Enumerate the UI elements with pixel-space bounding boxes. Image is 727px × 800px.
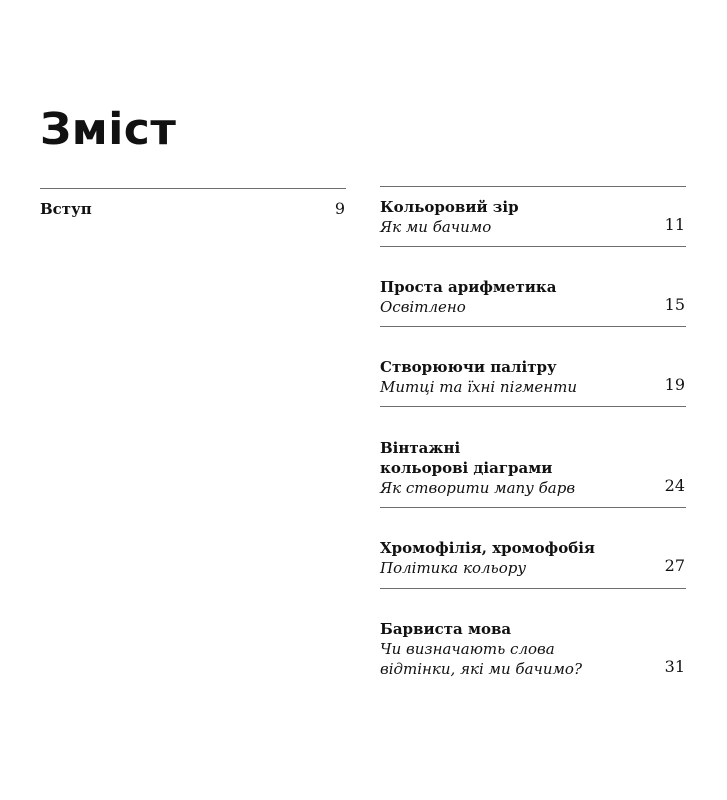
toc-entry-page-number: 19: [664, 375, 685, 394]
toc-entry-title: Хромофілія, хромофобія: [380, 539, 595, 557]
toc-entry-chapter-1[interactable]: [380, 197, 685, 237]
toc-entry-chapter-4[interactable]: [380, 438, 685, 498]
toc-entry-page-number: 24: [664, 476, 685, 495]
toc-entry-page-number: 31: [664, 657, 685, 676]
toc-entry-title: кольорові діаграми: [380, 459, 553, 477]
toc-entry-subtitle: відтінки, які ми бачимо?: [380, 660, 583, 678]
toc-entry-chapter-6[interactable]: [380, 619, 685, 679]
chapter-rule: [380, 326, 686, 327]
toc-entry-title: Проста арифметика: [380, 278, 557, 296]
toc-entry-intro[interactable]: [40, 199, 345, 223]
toc-entry-subtitle: Освітлено: [380, 298, 466, 316]
toc-entry-title: Вінтажні: [380, 439, 461, 457]
chapter-rule: [380, 588, 686, 589]
toc-entry-chapter-5[interactable]: [380, 538, 685, 578]
toc-entry-subtitle: Як ми бачимо: [380, 218, 492, 236]
toc-entry-page-number: 15: [664, 295, 685, 314]
toc-entry-page-number: 27: [664, 556, 685, 575]
toc-entry-subtitle: Митці та їхні пігменти: [380, 378, 578, 396]
toc-entry-chapter-2[interactable]: [380, 277, 685, 317]
toc-entry-subtitle: Чи визначають слова: [380, 640, 555, 658]
toc-entry-title: Кольоровий зір: [380, 198, 519, 216]
chapter-rule: [380, 246, 686, 247]
toc-entry-title: Вступ: [40, 200, 92, 218]
toc-entry-title: Створюючи палітру: [380, 358, 557, 376]
toc-entry-page-number: 11: [664, 215, 685, 234]
chapter-rule: [380, 507, 686, 508]
chapter-rule: [380, 406, 686, 407]
intro-rule: [40, 188, 346, 189]
toc-entry-chapter-3[interactable]: [380, 357, 685, 397]
toc-entry-title: Барвиста мова: [380, 620, 512, 638]
toc-entry-subtitle: Як створити мапу барв: [380, 479, 576, 497]
toc-entry-subtitle: Політика кольору: [380, 559, 527, 577]
chapter-rule: [380, 186, 686, 187]
page-title: Зміст: [40, 104, 177, 155]
toc-entry-page-number: 9: [334, 199, 345, 218]
